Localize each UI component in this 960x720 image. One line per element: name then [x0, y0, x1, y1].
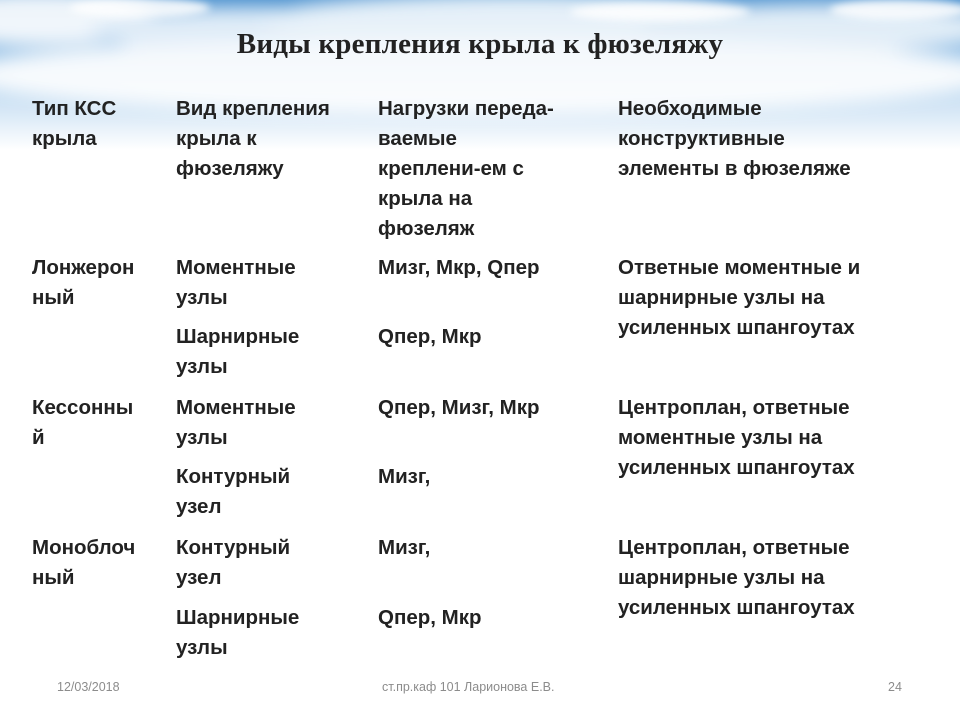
attachment-cell: Контурный узел [176, 536, 291, 589]
loads-cell: Мизг, Мкр, Qпер [378, 256, 540, 279]
loads-cell: Мизг, [378, 465, 431, 488]
attachment-cell: Шарнирные узлы [176, 325, 300, 378]
attachment-cell: Шарнирные узлы [176, 606, 300, 659]
attachment-cell: Моментные узлы [176, 396, 296, 449]
loads-cell: Qпер, Мкр [378, 325, 482, 348]
attachment-cell: Моментные узлы [176, 256, 296, 309]
header-required-elements: Необходимые конструктивные элементы в фюзеляже [618, 97, 851, 180]
footer-date: 12/03/2018 [57, 680, 120, 694]
attachment-cell: Контурный узел [176, 465, 291, 518]
elements-cell: Центроплан, ответные моментные узлы на усиленных шпангоутах [618, 396, 855, 479]
loads-cell: Мизг, [378, 536, 431, 559]
elements-cell: Центроплан, ответные шарнирные узлы на усиленных шпангоутах [618, 536, 855, 619]
loads-cell: Qпер, Мизг, Мкр [378, 396, 540, 419]
footer-page-number: 24 [888, 680, 902, 694]
header-transmitted-loads: Нагрузки переда- ваемые креплени-ем с крыла на фюзеляж [378, 97, 554, 240]
slide-title: Виды крепления крыла к фюзеляжу [236, 28, 724, 60]
group-type-spar: Лонжерон ный [32, 256, 135, 309]
loads-cell: Qпер, Мкр [378, 606, 482, 629]
elements-cell: Ответные моментные и шарнирные узлы на усиленных шпангоутах [618, 256, 861, 339]
footer-author: ст.пр.каф 101 Ларионова Е.В. [382, 680, 555, 694]
group-type-monoblock: Моноблоч ный [32, 536, 136, 589]
header-wing-structure-type: Тип КСС крыла [32, 97, 117, 150]
group-type-caisson: Кессонны й [32, 396, 134, 449]
header-attachment-kind: Вид крепления крыла к фюзеляжу [176, 97, 330, 180]
